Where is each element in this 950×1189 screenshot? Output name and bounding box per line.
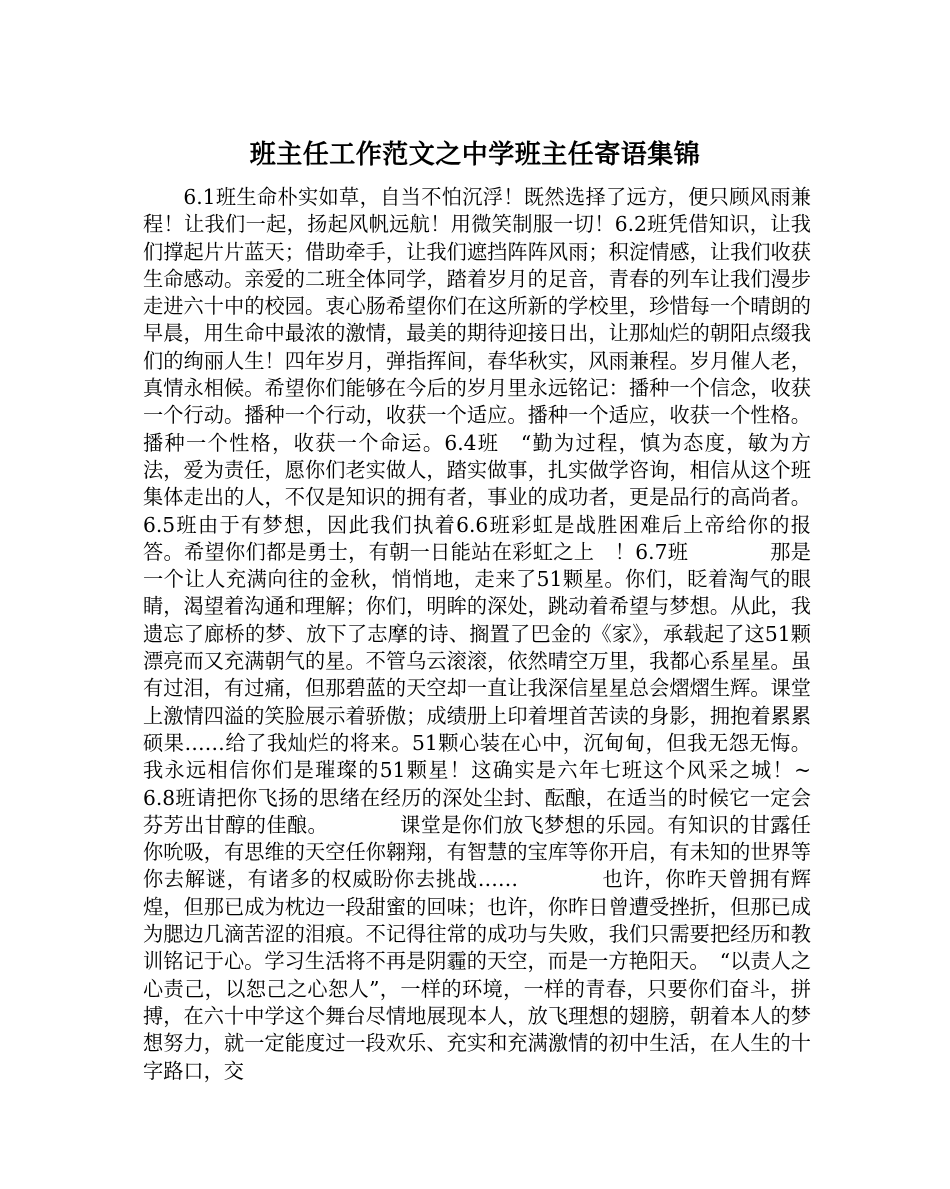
- document-title: 班主任工作范文之中学班主任寄语集锦: [249, 140, 701, 170]
- document-body-paragraph: 6.1班生命朴实如草，自当不怕沉浮！既然选择了远方，便只顾风雨兼程！让我们一起，扬起风帆远航！用微笑制服一切！6.2班凭借知识，让我们撑起片片蓝天；借助牵手，让我们遮挡阵阵风雨；积淀情感，让我们收获生命感动。亲爱的二班全体同学，踏着岁月的足音，青春的列车让我们漫步走进六十中的校园。衷心肠希望你们在这所新的学校里，珍惜每一个晴朗的早晨，用生命中最浓的激情，最美的期待迎接日出，让那灿烂的朝阳点缀我们的绚丽人生！四年岁月，弹指挥间，春华秋实，风雨兼程。岁月催人老，真情永相候。希望你们能够在今后的岁月里永远铭记：播种一个信念，收获一个行动。播种一个行动，收获一个适应。播种一个适应，收获一个性格。播种一个性格，收获一个命运。6.4班 “勤为过程，慎为态度，敏为方法，爱为责任，愿你们老实做人，踏实做事，扎实做学咨询，相信从这个班集体走出的人，不仅是知识的拥有者，事业的成功者，更是品行的高尚者。6.5班由于有梦想，因此我们执着6.6班彩虹是战胜困难后上帝给你的报答。希望你们都是勇士，有朝一日能站在彩虹之上 ！6.7班 那是一个让人充满向往的金秋，悄悄地，走来了51颗星。你们，眨着淘气的眼睛，渴望着沟通和理解；你们，明眸的深处，跳动着希望与梦想。从此，我遗忘了廊桥的梦、放下了志摩的诗、搁置了巴金的《家》，承载起了这51颗漂亮而又充满朝气的星。不管乌云滚滚，依然晴空万里，我都心系星星。虽有过泪，有过痛，但那碧蓝的天空却一直让我深信星星总会熠熠生辉。课堂上激情四溢的笑脸展示着骄傲；成绩册上印着埋首苦读的身影，拥抱着累累硕果……给了我灿烂的将来。51颗心装在心中，沉甸甸，但我无怨无悔。我永远相信你们是璀璨的51颗星！这确实是六年七班这个风采之城！~ 6.8班请把你飞扬的思绪在经历的深处尘封、酝酿，在适当的时候它一定会芬芳出甘醇的佳酿。 课堂是你们放飞梦想的乐园。有知识的甘露任你吮吸，有思维的天空任你翱翔，有智慧的宝库等你开启，有未知的世界等你去解谜，有诸多的权威盼你去挑战…… 也许，你昨天曾拥有辉煌，但那已成为枕边一段甜蜜的回味；也许，你昨日曾遭受挫折，但那已成为腮边几滴苦涩的泪痕。不记得往常的成功与失败，我们只需要把经历和教训铭记于心。学习生活将不再是阴霾的天空，而是一方艳阳天。 “以责人之心责己，以恕己之心恕人”，一样的环境，一样的青春，只要你们奋斗，拼搏，在六十中学这个舞台尽情地展现本人，放飞理想的翅膀，朝着本人的梦想努力，就一定能度过一段欢乐、充实和充满激情的初中生活，在人生的十字路口，交: [143, 185, 852, 1083]
